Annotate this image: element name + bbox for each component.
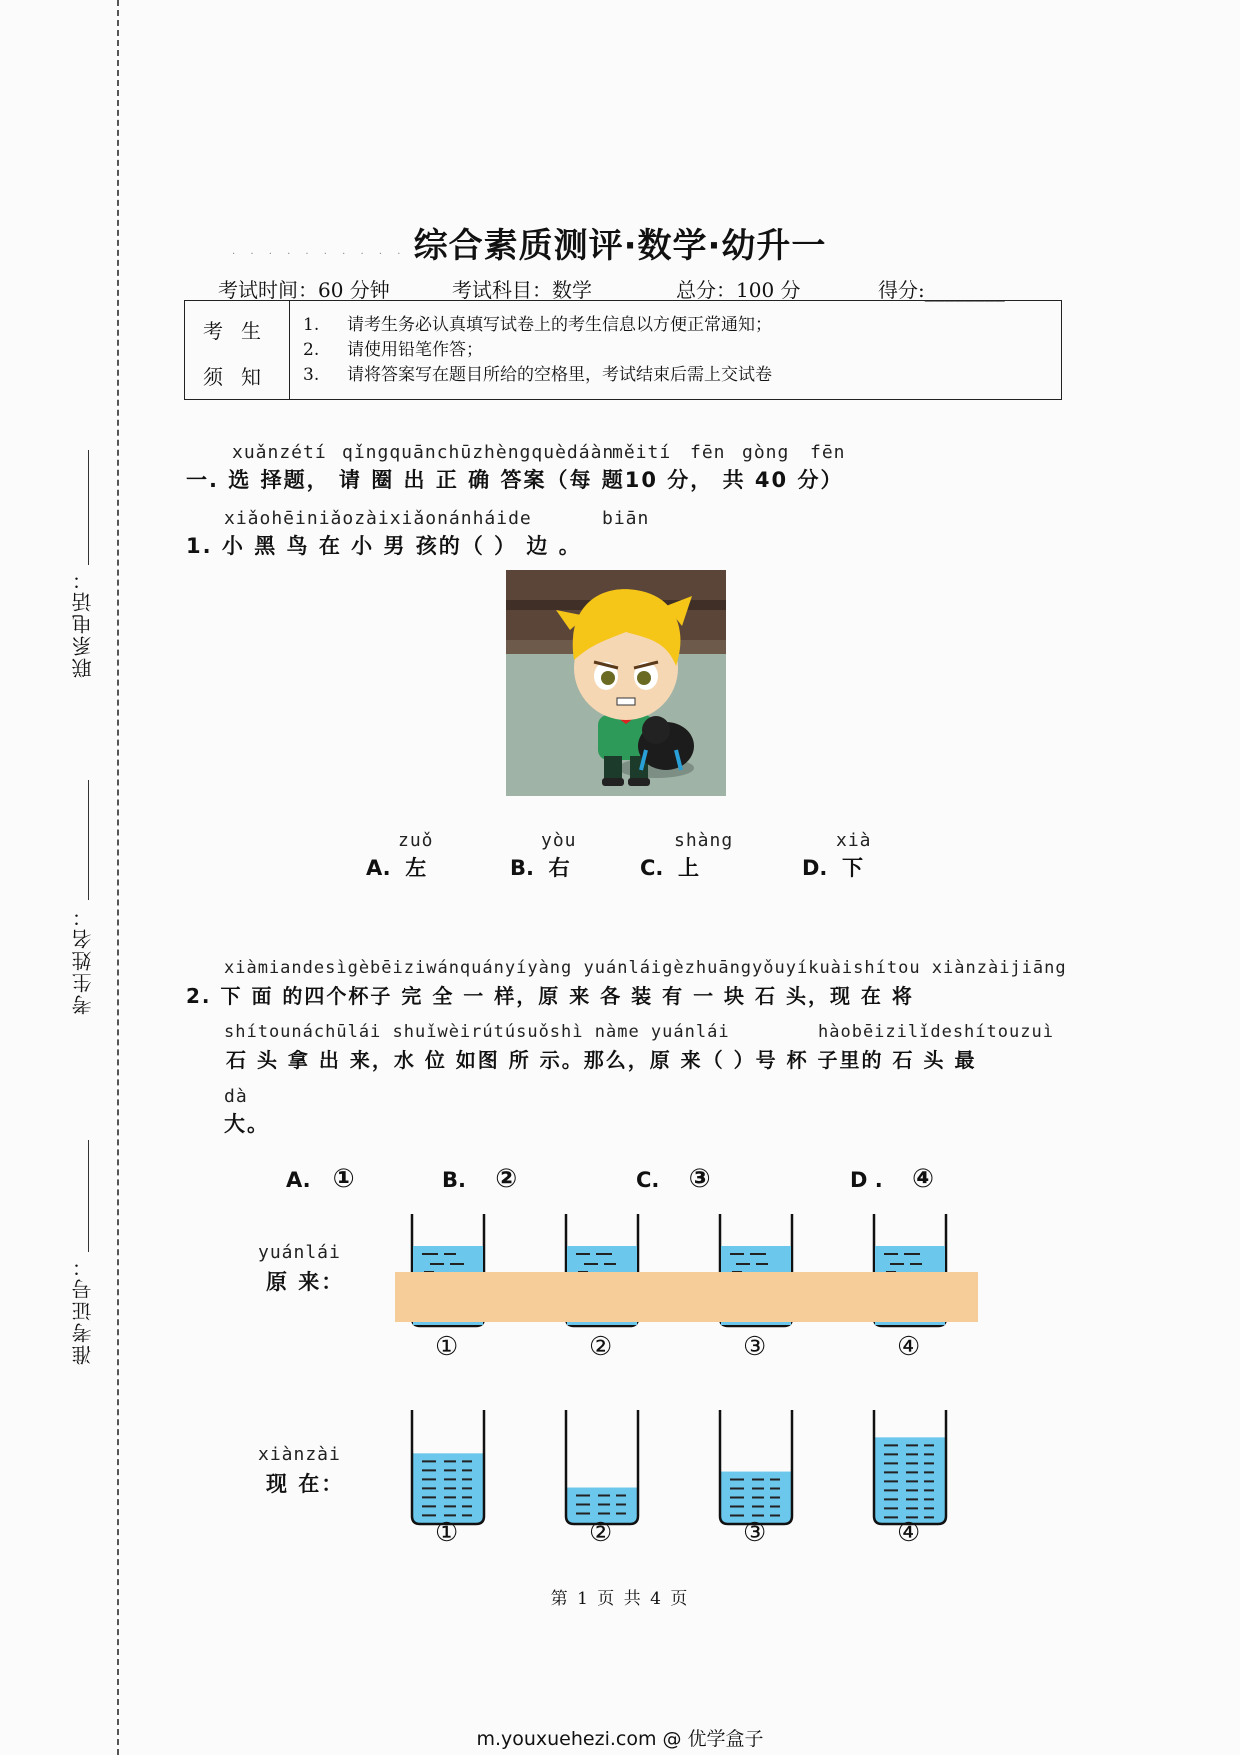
- notice-list: [303, 313, 772, 388]
- section1-pinyin-4: fēn: [690, 442, 726, 463]
- q2-pinyin-1: xiàmiandesìgèbēiziwánquányíyàng yuánláigèzhuāngyǒuyíkuàishítou xiànzàijiāng: [224, 958, 1067, 978]
- q1-pinyin-b: biān: [602, 508, 650, 529]
- notice-item: 1. 请考生务必认真填写试卷上的考生信息以方便正常通知；: [303, 315, 772, 335]
- cup-after-2: [566, 1410, 638, 1524]
- q2-pinyin-3: dà: [224, 1086, 248, 1107]
- phone-label: 联系电话：: [71, 568, 95, 678]
- exam-subject: 考试科目：数学: [452, 278, 592, 302]
- total-score: 总分：100 分: [676, 278, 801, 302]
- notice-item: 3. 请将答案写在题目所给的空格里，考试结束后需上交试卷: [303, 365, 772, 385]
- notice-head-line1: 考生: [203, 319, 279, 343]
- notice-head-line2: 须知: [203, 365, 279, 389]
- after-pinyin: xiànzài: [258, 1444, 341, 1465]
- section1-pinyin-3: měití: [612, 442, 672, 463]
- name-blank[interactable]: [88, 780, 89, 900]
- q2-option-d[interactable]: D . ④: [850, 1164, 934, 1194]
- section1-pinyin-5: gòng: [742, 442, 790, 463]
- notice-box: [184, 300, 1062, 400]
- before-pinyin: yuánlái: [258, 1242, 341, 1263]
- q1-pinyin-a: xiǎohēiniǎozàixiǎonánháide: [224, 508, 532, 529]
- q1-option-d-pinyin: xià: [836, 830, 872, 851]
- q2-pinyin-2b: hàobēizilǐdeshítouzuì: [818, 1022, 1054, 1042]
- q2-line-1: 2. 下 面 的四个杯子 完 全 一 样，原 来 各 装 有 一 块 石 头，现 在 将: [186, 984, 914, 1008]
- boy-bird-illustration: [506, 570, 726, 796]
- before-label: 原 来：: [266, 1270, 345, 1294]
- water-level-4: [875, 1437, 945, 1523]
- cup-before-num-2: ②: [589, 1332, 613, 1362]
- cup-after-num-3: ③: [743, 1518, 767, 1548]
- q1-option-d[interactable]: D. 下: [802, 856, 864, 880]
- id-blank[interactable]: [88, 1140, 89, 1252]
- q2-line-2: 石 头 拿 出 来，水 位 如图 所 示。那么，原 来（ ）号 杯 子里的 石 头 最: [226, 1048, 977, 1072]
- after-label: 现 在：: [266, 1472, 345, 1496]
- page-number: 第 1 页 共 4 页: [550, 1589, 690, 1609]
- answer-cover-box: [395, 1272, 978, 1322]
- q1-option-a-pinyin: zuǒ: [398, 830, 434, 851]
- site-watermark: m.youxuehezi.com @ 优学盒子: [476, 1728, 764, 1750]
- cup-after-1: [412, 1410, 484, 1524]
- q2-line-3: 大。: [224, 1112, 270, 1136]
- q2-option-b[interactable]: B. ②: [442, 1164, 518, 1194]
- phone-blank[interactable]: [88, 450, 89, 565]
- cup-after-num-1: ①: [435, 1518, 459, 1548]
- notice-head: [185, 301, 290, 399]
- cup-before-num-4: ④: [897, 1332, 921, 1362]
- score-field[interactable]: 得分:________: [878, 278, 1005, 302]
- cups-after: [400, 1406, 980, 1528]
- cup-before-num-1: ①: [435, 1332, 459, 1362]
- q1-option-a[interactable]: A. 左: [366, 856, 427, 880]
- id-label: 准考证号：: [71, 1255, 95, 1365]
- cup-after-4: [874, 1410, 946, 1524]
- section1-pinyin-1: xuǎnzétí: [232, 442, 327, 463]
- cup-after-3: [720, 1410, 792, 1524]
- cup-before-num-3: ③: [743, 1332, 767, 1362]
- section1-pinyin-6: fēn: [810, 442, 846, 463]
- q1-option-c-pinyin: shàng: [674, 830, 734, 851]
- page-title: 综合素质测评·数学·幼升一: [413, 226, 827, 266]
- section1-pinyin-2: qǐngquānchūzhèngquèdáàn: [342, 442, 615, 463]
- section1-heading: 一. 选 择题， 请 圈 出 正 确 答案（每 题10 分， 共 40 分）: [186, 468, 844, 492]
- exam-time: 考试时间：60 分钟: [218, 278, 390, 302]
- q1-option-b-pinyin: yòu: [541, 830, 577, 851]
- name-label: 考生姓名：: [71, 905, 95, 1015]
- q1-text: 1. 小 黑 鸟 在 小 男 孩的（ ） 边 。: [186, 534, 582, 558]
- cup-after-num-2: ②: [589, 1518, 613, 1548]
- notice-item: 2. 请使用铅笔作答；: [303, 340, 483, 360]
- q2-option-c[interactable]: C. ③: [636, 1164, 711, 1194]
- q1-option-b[interactable]: B. 右: [510, 856, 570, 880]
- q2-pinyin-2a: shítounáchūlái shuǐwèirútúsuǒshì nàme yuánlái: [224, 1022, 730, 1042]
- cup-after-num-4: ④: [897, 1518, 921, 1548]
- q1-option-c[interactable]: C. 上: [640, 856, 700, 880]
- q2-option-a[interactable]: A. ①: [286, 1164, 355, 1194]
- decor-dots: . . . . . . . . . . .: [232, 246, 425, 257]
